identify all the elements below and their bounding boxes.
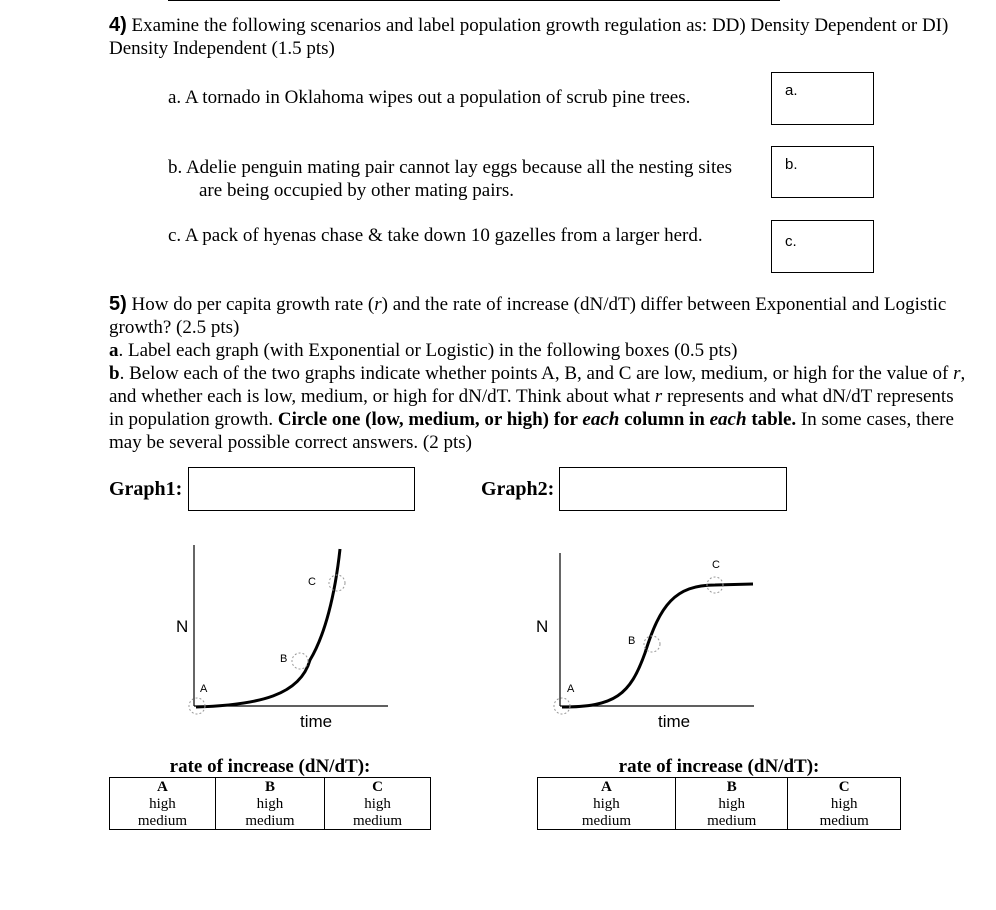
graph1-point-b-label: B: [280, 653, 288, 665]
graph2-table-medium-row: [538, 812, 901, 830]
page-top-rule: [168, 0, 780, 1]
graph1-c-option-high[interactable]: high: [325, 795, 431, 812]
graph2-point-b-label: B: [628, 635, 636, 647]
graph2-c-option-high[interactable]: high: [788, 795, 901, 812]
graph1-y-label: N: [176, 617, 189, 636]
q4-scenario-b: [168, 156, 732, 202]
q4-answer-box-b[interactable]: [771, 146, 874, 198]
graph1-curve: [196, 549, 340, 707]
q5-part-b-r2: r: [654, 386, 663, 407]
q5-intro: [109, 293, 969, 339]
graph1-table-header-row: [110, 778, 431, 796]
graph2-x-label: time: [658, 712, 691, 731]
q5-part-b-text-4: In some cases, there may be several possible correct answers. (2 pts): [109, 409, 954, 453]
graph2-col-a: A: [538, 778, 676, 796]
q5-bold-3: table.: [746, 409, 797, 430]
graph2-table-title: rate of increase (dN/dT):: [618, 756, 820, 777]
q5-intro-text-1: How do per capita growth rate (: [131, 294, 375, 315]
graph1-table-title: rate of increase (dN/dT):: [169, 756, 371, 777]
q4-answer-box-c-label: c.: [785, 233, 797, 250]
q4-answer-box-a-label: a.: [785, 82, 798, 99]
graph1-rate-table: [109, 777, 431, 830]
graph1-point-c-label: C: [308, 576, 316, 588]
graph2-b-option-medium[interactable]: medium: [675, 812, 788, 830]
q5-part-b-text-1: . Below each of the two graphs indicate whether points A, B, and C are low, medium, or high for the value of: [119, 363, 954, 384]
q5-part-b-letter: b: [109, 363, 120, 384]
q5-intro-r: r: [374, 294, 382, 315]
q5-part-a-letter: a: [109, 340, 119, 361]
q4-answer-box-c[interactable]: [771, 220, 874, 273]
q5-part-b-text-2: , and whether each is low, medium, or high for dN/dT. Think about what: [109, 363, 966, 407]
q4-scenario-c: c. A pack of hyenas chase & take down 10 gazelles from a larger herd.: [168, 225, 703, 246]
graph2-y-label: N: [536, 617, 549, 636]
q4-number: 4): [109, 14, 127, 36]
q5-part-b-text-3: represents and what dN/dT represents in population growth.: [109, 386, 954, 430]
q4-title: Examine the following scenarios and label population growth regulation as: DD) Density Dependent or DI) Density Independent (1.5 pts): [109, 15, 949, 59]
q5-bold-1: Circle one (low, medium, or high) for: [277, 409, 583, 430]
graph2-label: Graph2:: [481, 478, 555, 500]
graph2-rate-table: [537, 777, 901, 830]
q5-bold-each-2: each: [709, 409, 747, 430]
q5-prompt: [109, 293, 969, 454]
graph1-point-a-label: A: [200, 683, 208, 695]
graph2-a-option-medium[interactable]: medium: [538, 812, 676, 830]
graph2-col-b: B: [675, 778, 788, 796]
graph1-col-c: C: [325, 778, 431, 796]
graph1-a-option-high[interactable]: high: [110, 795, 216, 812]
q5-bold-each-1: each: [582, 409, 620, 430]
graph2-point-a-label: A: [567, 683, 575, 695]
graph2-a-option-high[interactable]: high: [538, 795, 676, 812]
graph2-table-header-row: [538, 778, 901, 796]
graph1-a-option-medium[interactable]: medium: [110, 812, 216, 830]
q5-bold-2: column in: [619, 409, 710, 430]
q5-part-b-r1: r: [953, 363, 961, 384]
graph1-table-medium-row: [110, 812, 431, 830]
graph2-curve: [562, 584, 753, 707]
q5-part-a-text: . Label each graph (with Exponential or Logistic) in the following boxes (0.5 pts): [118, 340, 738, 361]
graph2-answer-box[interactable]: [559, 467, 787, 511]
graph1-col-a: A: [110, 778, 216, 796]
graph1-table-high-row: [110, 795, 431, 812]
graph2-plot: [520, 535, 770, 745]
graph1-label: Graph1:: [109, 478, 183, 500]
q4-scenario-a: a. A tornado in Oklahoma wipes out a population of scrub pine trees.: [168, 87, 691, 108]
q5-number: 5): [109, 293, 127, 315]
q5-part-b: [109, 362, 969, 454]
graph1-point-b-marker: [292, 653, 308, 669]
q4-answer-box-a[interactable]: [771, 72, 874, 125]
graph1-plot: [160, 535, 400, 745]
graph2-table-high-row: [538, 795, 901, 812]
q4-scenario-b-line1: b. Adelie penguin mating pair cannot lay eggs because all the nesting sites: [168, 157, 733, 178]
graph1-b-option-medium[interactable]: medium: [215, 812, 324, 830]
graph1-x-label: time: [300, 712, 333, 731]
q5-intro-text-2: ) and the rate of increase (dN/dT) differ between Exponential and Logistic growth? (2.5 pts): [109, 294, 947, 338]
graph1-b-option-high[interactable]: high: [215, 795, 324, 812]
graph2-b-option-high[interactable]: high: [675, 795, 788, 812]
graph2-col-c: C: [788, 778, 901, 796]
q4-answer-box-b-label: b.: [785, 156, 798, 173]
graph1-col-b: B: [215, 778, 324, 796]
q5-part-a: [109, 339, 969, 362]
q4-prompt: [109, 14, 969, 60]
graph1-c-option-medium[interactable]: medium: [325, 812, 431, 830]
graph2-point-c-label: C: [712, 559, 720, 571]
graph1-answer-box[interactable]: [188, 467, 415, 511]
q4-scenario-b-line2: are being occupied by other mating pairs.: [199, 180, 514, 201]
q5-part-b-instruction: [278, 409, 796, 430]
graph2-c-option-medium[interactable]: medium: [788, 812, 901, 830]
